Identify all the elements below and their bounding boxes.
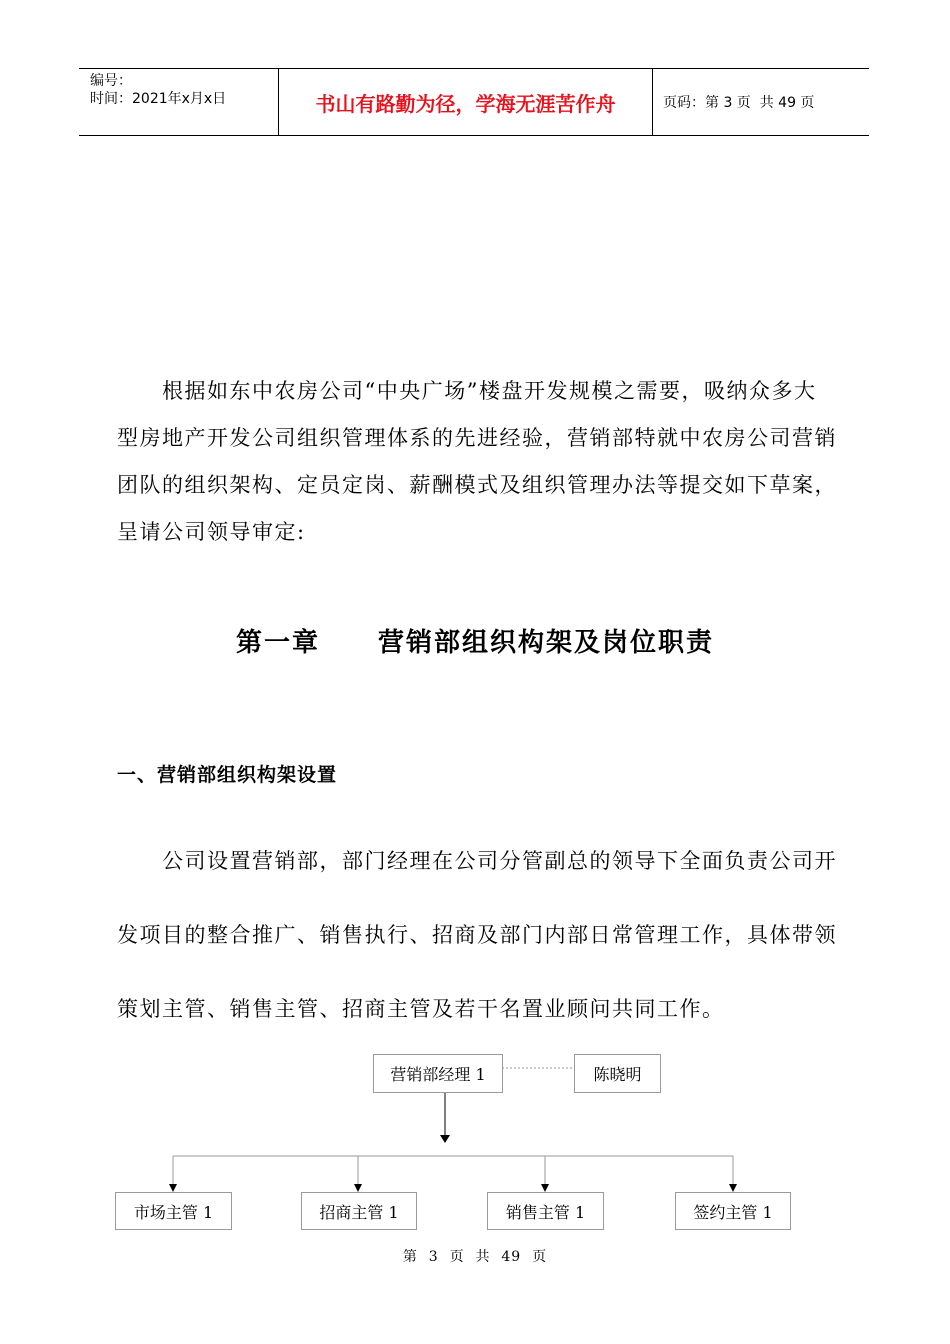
page-header — [79, 68, 869, 136]
arrow-4 — [729, 1184, 737, 1192]
document-number-label: 编号： — [90, 73, 132, 89]
org-node-manager: 营销部经理 1 — [373, 1054, 503, 1093]
page-footer — [0, 1246, 950, 1266]
chapter-name: 营销部组织构架及岗位职责 — [378, 628, 715, 658]
footer-page-number: 第 3 页 共 49 页 — [402, 1249, 548, 1265]
org-node-leasing-supervisor: 招商主管 1 — [301, 1192, 417, 1230]
chapter-number: 第一章 — [235, 628, 320, 658]
body-paragraph: 公司设置营销部，部门经理在公司分管副总的领导下全面负责公司开发项目的整合推广、销售执行、招商及部门内部日常管理工作，具体带领策划主管、销售主管、招商主管及若干名置业顾问共同工作。 — [117, 849, 837, 1021]
header-motto: 书山有路勤为径，学海无涯苦作舟 — [279, 69, 653, 135]
header-meta — [79, 69, 279, 135]
document-time-label: 时间：2021年x月x日 — [90, 91, 227, 107]
intro-paragraph: 根据如东中农房公司“中央广场”楼盘开发规模之需要，吸纳众多大型房地产开发公司组织管理体系的先进经验，营销部特就中农房公司营销团队的组织架构、定员定岗、薪酬模式及组织管理办法等提交如下草案，呈请公司领导审定: — [117, 379, 837, 544]
arrow-3 — [541, 1184, 549, 1192]
manager-down-arrow — [440, 1135, 450, 1143]
header-page-info — [653, 69, 869, 135]
org-node-sales-supervisor: 销售主管 1 — [487, 1192, 604, 1230]
arrow-1 — [169, 1184, 177, 1192]
org-node-market-supervisor: 市场主管 1 — [115, 1192, 232, 1230]
arrow-2 — [354, 1184, 362, 1192]
org-node-manager-name: 陈晓明 — [574, 1054, 661, 1093]
chapter-title — [0, 622, 950, 659]
header-page-info-text: 页码：第 3 页 共 49 页 — [663, 95, 815, 111]
org-node-contract-supervisor: 签约主管 1 — [675, 1192, 791, 1230]
section-heading: 一、营销部组织构架设置 — [117, 764, 338, 786]
